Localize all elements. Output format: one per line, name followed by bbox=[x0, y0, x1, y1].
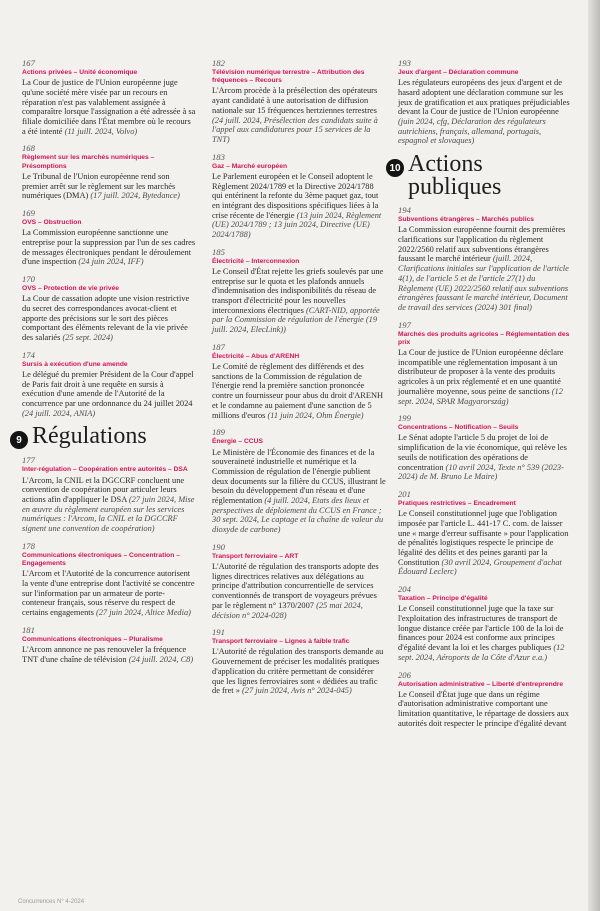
entry-text: L'Arcom procède à la présélection des opérateurs ayant candidaté à une autorisation de diffusion nationale sur 15 fréquences hertziennes terrestres bbox=[212, 86, 378, 115]
entry-body bbox=[22, 294, 196, 343]
entry bbox=[22, 350, 196, 419]
entry-title: Pratiques restrictives – Encadrement bbox=[398, 500, 516, 507]
entry-body bbox=[398, 509, 572, 577]
entry-source: (17 juill. 2024, Bytedance) bbox=[90, 191, 180, 201]
entry-source: (27 juin 2024, Altice Media) bbox=[95, 608, 191, 618]
entry-title: Inter-régulation – Coopération entre autorités – DSA bbox=[22, 466, 188, 474]
entry bbox=[212, 542, 386, 620]
entry-title: Énergie – CCUS bbox=[212, 438, 263, 446]
entry-text: La Commission européenne sanctionne une entreprise pour la suppression par l'un de ses cadres de messages électroniques pendant le déroulement d'une inspection bbox=[22, 228, 196, 267]
entry-source: (juin 2024, cfg, Déclaration des régulateurs autrichiens, français, allemand, portugais, espagnol et slovaques) bbox=[398, 117, 546, 146]
entry-number: 167 bbox=[22, 58, 35, 68]
entry bbox=[22, 58, 196, 136]
entry-body bbox=[22, 370, 196, 419]
entry-number: 170 bbox=[22, 273, 35, 284]
entry-body bbox=[22, 172, 196, 201]
entry-source: (juill. 2024, Clarifications initiales sur l'application de l'article 4(1), de l'article 5 et de l'article 27(1) du Règlement (UE) 2022/2560 relatif aux subventions étrangères faussant le marché intérieur, Document de travail des services (2024) 301 final) bbox=[398, 254, 569, 312]
entry-title: Marchés des produits agricoles – Réglementation des prix bbox=[398, 330, 570, 346]
entry-source: (25 mai 2024, décision n° 2024-028) bbox=[212, 600, 363, 620]
entry-source: (27 juin 2024, Mise en œuvre du règlement européen sur les services numériques : l'Arcom, la CNIL et la DGCCRF signent une convention de coopération) bbox=[22, 495, 195, 534]
entry-title: Électricité – Abus d'ARENH bbox=[212, 352, 300, 360]
entry-title: OVS – Protection de vie privée bbox=[22, 284, 120, 292]
entry-body bbox=[212, 647, 386, 696]
entry-title: Taxation – Principe d'égalité bbox=[398, 595, 488, 603]
entries-group-a bbox=[22, 58, 196, 418]
entry-body bbox=[22, 228, 196, 267]
section-number-badge: 9 bbox=[10, 431, 28, 449]
entry-number: 178 bbox=[22, 540, 35, 551]
entry-title: Communications électroniques – Concentration – Engagements bbox=[22, 551, 180, 568]
entry-number: 190 bbox=[212, 541, 225, 552]
entry-body bbox=[212, 172, 386, 240]
entry-number: 177 bbox=[22, 455, 35, 466]
entries-group-b bbox=[22, 455, 196, 664]
entry-text: La Cour de justice de l'Union européenne juge qu'une société mère visée par un recours en réparation n'est pas valablement assignée à comparaître lorsque l'assignation a été adressée à sa filiale domiciliée dans l'État membre où le recours a été intenté bbox=[22, 78, 196, 136]
entry-body bbox=[212, 86, 386, 144]
entry-text: L'Arcom, la CNIL et la DGCCRF concluent une convention de coopération pour articuler leurs actions afin d'appliquer le DSA bbox=[22, 475, 185, 504]
entry-number: 206 bbox=[398, 669, 411, 680]
entry bbox=[398, 670, 572, 729]
entry-text: Le Tribunal de l'Union européenne rend son premier arrêt sur le règlement sur les marchés numériques (DMA) bbox=[22, 171, 176, 201]
entry-number: 199 bbox=[398, 413, 411, 424]
entry-text: Le délégué du premier Président de la Cour d'appel de Paris fait droit à une requête en sursis à exécution d'une amende de l'Autorité de la concurrence par une ordonnance du 24 juillet 2024 bbox=[22, 369, 194, 408]
section-title: Régulations bbox=[32, 423, 147, 450]
entry-title: Communications électroniques – Pluralisme bbox=[22, 635, 163, 643]
section-heading bbox=[386, 153, 572, 199]
entry-number: 169 bbox=[22, 207, 35, 218]
entry bbox=[398, 205, 572, 313]
entry-number: 193 bbox=[398, 58, 411, 68]
entry-number: 201 bbox=[398, 489, 411, 499]
entry-body bbox=[22, 476, 196, 534]
entry-text: L'Arcom et l'Autorité de la concurrence autorisent la vente d'une entreprise dont l'activité se concentre sur l'information par un armateur de porte-conteneur français, sous réserve du respect de certains engagements bbox=[22, 569, 195, 618]
entry-title: Subventions étrangères – Marchés publics bbox=[398, 216, 535, 224]
column-1 bbox=[16, 58, 196, 671]
entry-text: Le Comité de règlement des différends et des sanctions de la Commission de régulation de l'énergie rend la première sanction prononcée contre un fournisseur pour abus du droit d'ARENH et le condamne au paiement d'une sanction de 5 millions d'euros bbox=[212, 362, 384, 420]
entry-title: Actions privées – Unité économique bbox=[22, 69, 138, 76]
entry bbox=[22, 274, 196, 343]
entry bbox=[398, 320, 572, 407]
entry-number: 197 bbox=[398, 319, 411, 330]
entry-text: Les régulateurs européens des jeux d'argent et de hasard adoptent une déclaration commune sur les jeux de gratification et aux pratiques préjudiciables devant la Cour de justice de l'Union européenne bbox=[398, 78, 570, 117]
entry bbox=[212, 627, 386, 696]
entry-source: (25 sept. 2024) bbox=[62, 332, 113, 342]
entry-title: Électricité – Interconnexion bbox=[212, 257, 300, 265]
entry-title: Transport ferroviaire – ART bbox=[212, 552, 299, 560]
entry-body bbox=[398, 604, 572, 662]
entry-number: 194 bbox=[398, 205, 411, 216]
entry bbox=[22, 208, 196, 267]
entry bbox=[398, 489, 572, 577]
entry-source: (24 juill. 2024, C8) bbox=[128, 654, 194, 664]
entry-source: (4 juill. 2024, Etats des lieux et perspectives de déploiement du CCUS en France ; 30 sept. 2024, Le captage et la chaîne de valeur du dioxyde de carbone) bbox=[212, 496, 384, 535]
entry-title: OVS – Obstruction bbox=[22, 218, 82, 226]
entry bbox=[22, 541, 196, 618]
section-heading bbox=[10, 425, 196, 449]
entry-number: 181 bbox=[22, 624, 35, 635]
entry-title: Transport ferroviaire – Lignes à faible trafic bbox=[212, 638, 350, 646]
entry bbox=[398, 58, 572, 146]
entry-title: Jeux d'argent – Déclaration commune bbox=[398, 69, 519, 76]
entry-text: La Commission européenne fournit des premières clarifications sur l'application du règlement 2022/2560 relatif aux subventions étrangères faussant le marché intérieur bbox=[398, 225, 566, 264]
column-2 bbox=[212, 58, 386, 703]
entry-body bbox=[22, 645, 196, 664]
entry-number: 189 bbox=[212, 427, 225, 438]
page-footer: Concurrences N° 4-2024 bbox=[18, 899, 85, 905]
entry-text: L'Arcom annonce ne pas renouveler la fréquence TNT d'une chaîne de télévision bbox=[22, 644, 187, 664]
entry-text: Le Conseil constitutionnel juge que la taxe sur l'exploitation des infrastructures de transport de longue distance créée par l'article 100 de la loi de finances pour 2024 est conforme aux principes d'égalité devant la loi et les charges publiques bbox=[398, 604, 564, 653]
entry-title: Règlement sur les marchés numériques – Présomptions bbox=[22, 154, 155, 170]
entry-body bbox=[398, 348, 572, 406]
entry-source: (24 juin 2024, IFF) bbox=[78, 257, 144, 267]
entry-title: Autorisation administrative – Liberté d'entreprendre bbox=[398, 680, 564, 688]
entry-text: Le Conseil d'État rejette les griefs soulevés par une entreprise sur le quota et les plafonds annuels d'indemnisation des indisponibilités du réseau de transport d'électricité pour les nouvelles interconnexions électriques bbox=[212, 266, 384, 315]
entry-number: 191 bbox=[212, 627, 225, 638]
entry-body bbox=[212, 562, 386, 620]
entry-source: (11 juill. 2024, Volvo) bbox=[64, 126, 138, 136]
entry-text: Le Conseil d'État juge que dans un régime d'autorisation administrative comportant une limitation quantitative, le répartage de dossiers aux autorités doit respecter le principe d'égalité devant bbox=[398, 689, 569, 728]
entry-source: (12 sept. 2024, SPAR Magyarország) bbox=[398, 386, 563, 406]
entry-source: (27 juin 2024, Avis n° 2024-045) bbox=[242, 686, 352, 696]
entry-body bbox=[398, 690, 572, 729]
entry bbox=[22, 143, 196, 201]
page-edge-shadow bbox=[588, 0, 600, 911]
entry bbox=[212, 427, 386, 535]
entry-source: (10 avril 2024, Texte n° 539 (2023-2024) de M. Bruno Le Maire) bbox=[398, 462, 564, 482]
entry-source: (30 avril 2024, Groupement d'achat Édouard Leclerc) bbox=[398, 557, 562, 577]
entry-title: Gaz – Marché européen bbox=[212, 162, 288, 170]
entry-body bbox=[398, 78, 572, 146]
entry-number: 174 bbox=[22, 349, 35, 360]
entry-number: 187 bbox=[212, 341, 225, 352]
entry bbox=[212, 152, 386, 240]
entry-text: Le Conseil constitutionnel juge que l'obligation imposée par l'article L. 441-17 C. com. de laisser une « marge d'erreur suffisante » pour l'application de pénalités logistiques respecte le principe de légalité des délits et des peines garanti par la Constitution bbox=[398, 509, 569, 567]
entry-body bbox=[212, 267, 386, 335]
entry-text: Le Ministère de l'Économie des finances et de la souveraineté industrielle et numérique et la Commission de régulation de l'énergie publient deux documents sur la filière du CCUS, illustrant le besoin du développement d'un réseau et d'une réglementation bbox=[212, 447, 386, 506]
entry-source: (24 juill. 2024, ANIA) bbox=[22, 408, 96, 418]
entry bbox=[398, 584, 572, 662]
entry-body bbox=[212, 448, 386, 535]
entry-source: (24 juill. 2024, Présélection des candidats suite à l'appel aux candidatures pour 15 services de la TNT) bbox=[212, 115, 378, 144]
entry-number: 182 bbox=[212, 58, 225, 68]
entry-body bbox=[398, 225, 572, 312]
entry-source: (12 sept. 2024, Aéroports de la Côte d'Azur e.a.) bbox=[398, 643, 565, 662]
entry-text: La Cour de justice de l'Union européenne déclare incompatible une réglementation imposant à un distributeur de proposer à la vente des produits agricoles à un prix réglementé et en une quantité journalière moyenne, sous peine de sanctions bbox=[398, 348, 564, 396]
entry-text: La Cour de cassation adopte une vision restrictive du secret des correspondances avocat-client et apporte des précisions sur le sort des pièces comportant des éléments relevant de la vie privée des salariés bbox=[22, 294, 190, 342]
entry-title: Concentrations – Notification – Seuils bbox=[398, 424, 519, 432]
entry-source: (11 juin 2024, Ohm Énergie) bbox=[267, 410, 364, 420]
column-3 bbox=[389, 58, 572, 736]
section-title: Actions publiques bbox=[408, 151, 502, 201]
entry bbox=[212, 342, 386, 420]
entry-source: (13 juin 2024, Règlement (UE) 2024/1789 ; 13 juin 2024, Directive (UE) 2024/1788) bbox=[212, 210, 382, 240]
entry-title: Sursis à exécution d'une amende bbox=[22, 360, 128, 368]
entry-number: 183 bbox=[212, 151, 225, 162]
entry bbox=[22, 455, 196, 533]
entry bbox=[212, 247, 386, 335]
entry-text: Le Parlement européen et le Conseil adoptent le Règlement 2024/1789 et la Directive 2024/1788 qui entérinent la refonte du 3ème paquet gaz, tout en intégrant des dispositions spécifiques liées à la crise récente de l'énergie bbox=[212, 171, 379, 220]
entry-body bbox=[212, 362, 386, 420]
entry-text: Le Sénat adopte l'article 5 du projet de loi de simplification de la vie économique, qui relève les seuils de notification des opérations de concentration bbox=[398, 433, 567, 472]
entry bbox=[22, 625, 196, 665]
entry-number: 204 bbox=[398, 584, 411, 595]
entry-source: (CART-NID, apportée par la Commission de régulation de l'énergie (19 juill. 2024, ElecLink)) bbox=[212, 305, 380, 335]
entry-text: L'Autorité de régulation des transports demande au Gouvernement de préciser les modalités pratiques d'application du critère permettant de considérer que les lignes ferroviaires sont « dédiées au trafic de fret » bbox=[212, 647, 384, 696]
section-number-badge: 10 bbox=[386, 159, 404, 177]
entry-number: 185 bbox=[212, 246, 225, 257]
entry bbox=[398, 413, 572, 482]
entry bbox=[212, 58, 386, 145]
entry-body bbox=[22, 569, 196, 618]
entry-body bbox=[398, 433, 572, 482]
entry-body bbox=[22, 78, 196, 136]
entry-title: Télévision numérique terrestre – Attribution des fréquences – Recours bbox=[212, 69, 365, 85]
entry-text: L'Autorité de régulation des transports adopte des lignes directrices relatives aux délégations au principe d'attribution concurrentielle de services conventionnés de transport de voyageurs prévues par le règlement n° 1370/2007 bbox=[212, 562, 379, 610]
entry-number: 168 bbox=[22, 143, 35, 154]
